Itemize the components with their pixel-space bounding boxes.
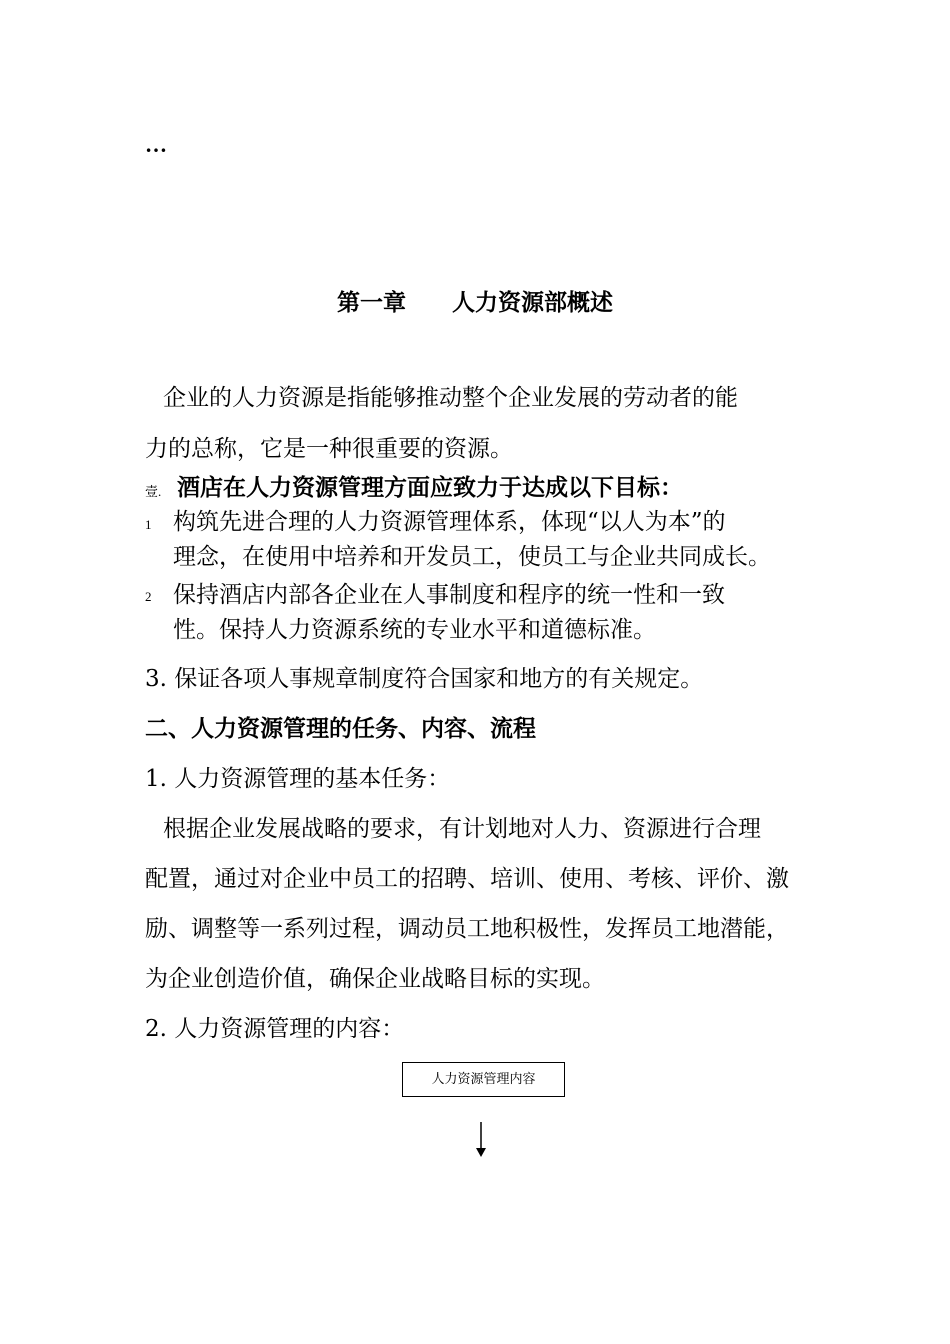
intro-line-1: 企业的人力资源是指能够推动整个企业发展的劳动者的能	[163, 385, 738, 411]
list-item-1-line-1: 构筑先进合理的人力资源管理体系，体现“以人为本”的	[173, 509, 726, 535]
section2-heading: 二、人力资源管理的任务、内容、流程	[145, 716, 536, 742]
chapter-name: 人力资源部概述	[452, 290, 613, 316]
paragraph-line-3: 励、调整等一系列过程，调动员工地积极性，发挥员工地潜能，	[145, 916, 789, 942]
list-marker-2: 2	[145, 589, 152, 604]
paragraph-line-2: 配置，通过对企业中员工的招聘、培训、使用、考核、评价、激	[145, 866, 789, 892]
paragraph-line-4: 为企业创造价值，确保企业战略目标的实现。	[145, 966, 605, 992]
list-item-3: 3. 保证各项人事规章制度符合国家和地方的有关规定。	[145, 666, 704, 692]
paragraph-line-1: 根据企业发展战略的要求，有计划地对人力、资源进行合理	[163, 816, 761, 842]
intro-line-2: 力的总称，它是一种很重要的资源。	[145, 436, 513, 462]
list-item-2-line-2: 性。保持人力资源系统的专业水平和道德标准。	[173, 617, 656, 643]
chapter-title	[0, 284, 950, 317]
list-marker-1: 1	[145, 517, 152, 532]
list-item-1-line-2: 理念，在使用中培养和开发员工，使员工与企业共同成长。	[173, 544, 771, 570]
subsection-2-heading: 2. 人力资源管理的内容：	[145, 1016, 405, 1042]
ellipsis-mark: …	[145, 132, 168, 157]
list-item-2-line-1: 保持酒店内部各企业在人事制度和程序的统一性和一致	[173, 582, 725, 608]
chapter-number: 第一章	[337, 290, 406, 316]
subsection-1-heading: 1. 人力资源管理的基本任务：	[145, 766, 451, 792]
down-arrow-icon	[472, 1122, 490, 1158]
section1-marker: 壹.	[145, 484, 162, 499]
diagram-box: 人力资源管理内容	[402, 1062, 565, 1097]
section1-heading: 酒店在人力资源管理方面应致力于达成以下目标：	[177, 475, 683, 501]
